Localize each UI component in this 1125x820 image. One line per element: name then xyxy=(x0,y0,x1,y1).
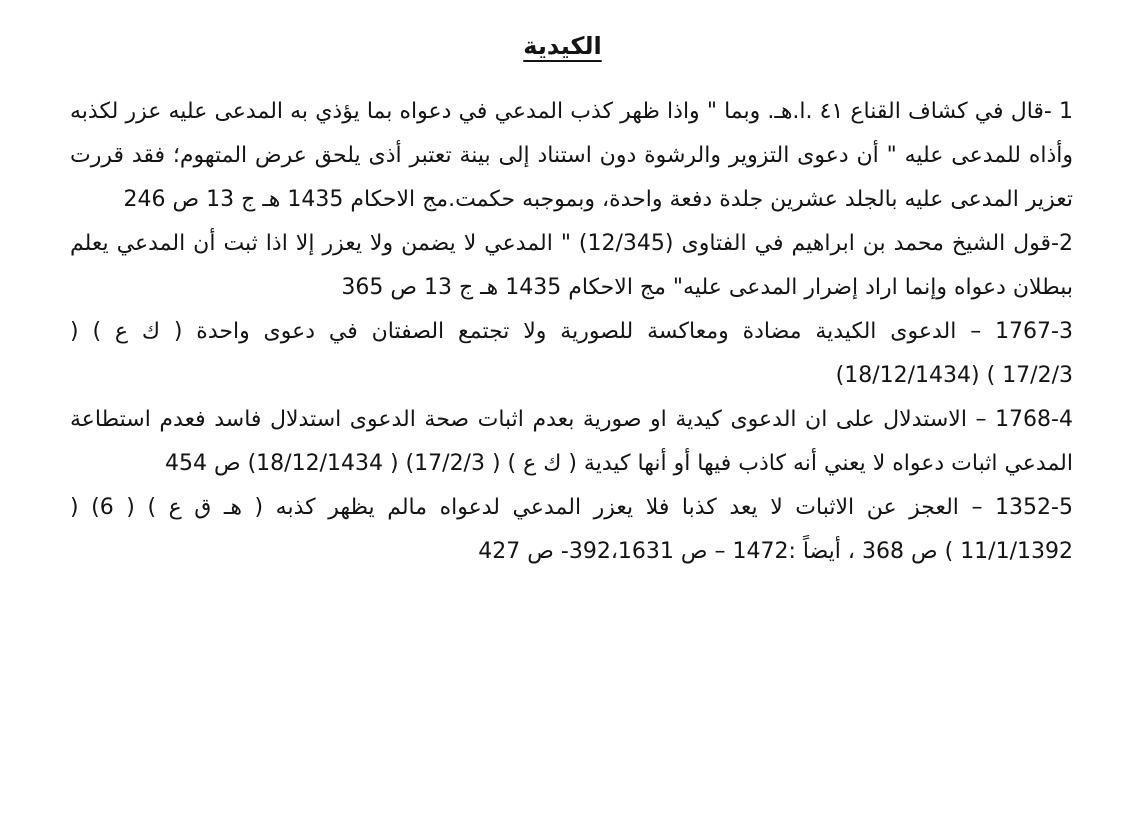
item-1-text: 1 -قال في كشاف القناع ٤١ .ا.هـ. وبما " واذا ظهر كذب المدعي في دعواه بما يؤذي به المدعى عليه عزر لكذبه وأذاه للمدعى عليه " أن دعوى التزوير والرشوة دون استناد إلى بينة تعتبر أذى يلحق عرض المتهوم؛ فقد قررت تعزير المدعى عليه بالجلد عشرين جلدة دفعة واحدة، وبموجبه حكمت.مج الاحكام xyxy=(70,99,1073,212)
list-item-5 xyxy=(70,486,1073,574)
document-title: الكيدية xyxy=(523,32,602,60)
item-4-text: 1768-4 – الاستدلال على ان الدعوى كيدية او صورية بعدم اثبات صحة الدعوى استدلال فاسد فعدم استطاعة المدعي اثبات دعواه لا يعني أنه كاذب فيها أو أنها كيدية ( ك ع ) ( 17/2/3) ( xyxy=(70,407,1073,476)
item-3-text: 1767-3 – الدعوى الكيدية مضادة ومعاكسة للصورية ولا تجتمع الصفتان في دعوى واحدة ( ك ع ) ( xyxy=(70,319,1073,344)
list-item-2 xyxy=(70,222,1073,310)
item-2-reference: 1435 هـ ج 13 ص 365 xyxy=(341,275,562,300)
item-5-text: 1352-5 – العجز عن الاثبات لا يعد كذبا فلا يعزر المدعي لدعواه مالم يظهر كذبه ( هـ ق ع ) ( 6) ( xyxy=(70,495,1073,520)
item-2-text: 2-قول الشيخ محمد بن ابراهيم في الفتاوى (12/345) " المدعي لا يضمن ولا يعزر إلا اذا ثبت أن المدعي يعلم ببطلان دعواه وإنما اراد إضرار المدعى عليه" مج الاحكام xyxy=(70,231,1073,300)
list-item-3 xyxy=(70,310,1073,398)
item-4-reference: 18/12/1434) ص 454 xyxy=(165,451,383,476)
document-body xyxy=(70,90,1073,574)
item-3-reference: 17/2/3 ) (18/12/1434) xyxy=(835,363,1073,388)
list-item-1 xyxy=(70,90,1073,222)
item-1-reference: 1435 هـ ج 13 ص 246 xyxy=(123,187,344,212)
item-5-reference: 11/1/1392 ) ص 368 ، أيضاً :1472 – ص 392،1631- ص 427 xyxy=(478,539,1073,564)
list-item-4 xyxy=(70,398,1073,486)
